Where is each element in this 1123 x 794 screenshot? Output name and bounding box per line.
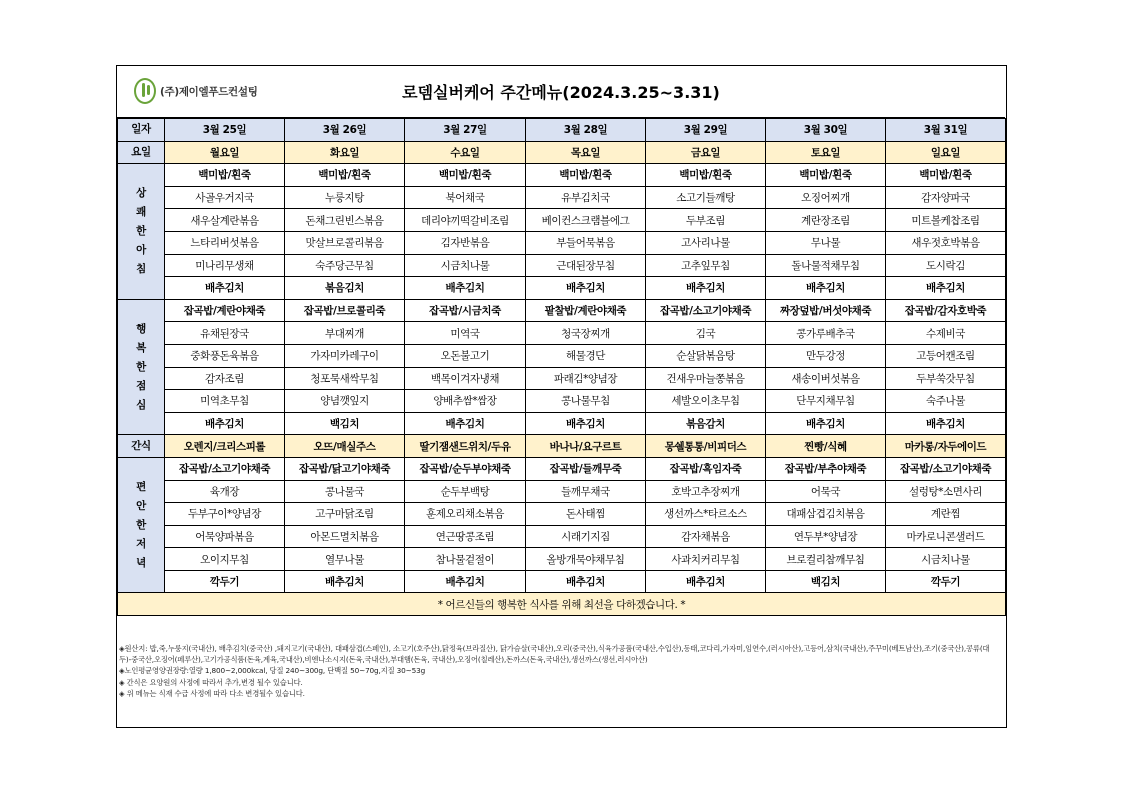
note-change: ◈ 위 메뉴는 식재 수급 사정에 따라 다소 변경될수 있습니다. (119, 688, 305, 698)
breakfast-row (118, 231, 1006, 254)
breakfast-item: 배추김치 (886, 277, 1006, 300)
menu-sheet (116, 65, 1007, 728)
weekday-row-cell: 월요일 (165, 141, 285, 164)
lunch-item: 배추김치 (886, 412, 1006, 435)
breakfast-item: 배추김치 (405, 277, 526, 300)
header (117, 66, 1005, 118)
dinner-row (118, 503, 1006, 526)
dinner-item: 잡곡밥/소고기야채죽 (886, 457, 1006, 480)
lunch-item: 양배추쌈*쌈장 (405, 390, 526, 413)
lunch-item: 두부쑥갓무침 (886, 367, 1006, 390)
dinner-item: 훈제오리채소볶음 (405, 503, 526, 526)
breakfast-item: 돌나물적채무침 (766, 254, 886, 277)
lunch-label: 행 복 한 점 심 (118, 299, 165, 435)
dinner-item: 순두부백탕 (405, 480, 526, 503)
dinner-item: 어묵양파볶음 (165, 525, 285, 548)
dinner-item: 연근땅콩조림 (405, 525, 526, 548)
breakfast-item: 새우살계란볶음 (165, 209, 285, 232)
breakfast-item: 볶음김치 (285, 277, 405, 300)
note-nutrition: ◈노인평균영양권장량:열량 1,800~2,000kcal, 당질 240~300g, 단백질 50~70g,지질 30~53g (119, 666, 426, 676)
dinner-item: 시래기지짐 (526, 525, 646, 548)
lunch-row (118, 390, 1006, 413)
lunch-item: 양념깻잎지 (285, 390, 405, 413)
date-row-cell: 3월 30일 (766, 119, 886, 142)
breakfast-item: 배추김치 (646, 277, 766, 300)
breakfast-item: 데리야끼떡갈비조림 (405, 209, 526, 232)
lunch-item: 잡곡밥/감자호박죽 (886, 299, 1006, 322)
dinner-item: 브로컬리참깨무침 (766, 548, 886, 571)
dinner-item: 대패삼겹김치볶음 (766, 503, 886, 526)
dinner-item: 감자채볶음 (646, 525, 766, 548)
dinner-item: 잡곡밥/순두부야채죽 (405, 457, 526, 480)
lunch-item: 청국장찌개 (526, 322, 646, 345)
weekday-row-cell: 목요일 (526, 141, 646, 164)
lunch-item: 미역국 (405, 322, 526, 345)
lunch-item: 잡곡밥/계란야채죽 (165, 299, 285, 322)
footer-row (118, 593, 1006, 616)
lunch-item: 건새우마늘쫑볶음 (646, 367, 766, 390)
lunch-item: 유채된장국 (165, 322, 285, 345)
breakfast-item: 숙주당근무침 (285, 254, 405, 277)
breakfast-item: 새우젓호박볶음 (886, 231, 1006, 254)
breakfast-row (118, 209, 1006, 232)
lunch-item: 김국 (646, 322, 766, 345)
dinner-item: 참나물겉절이 (405, 548, 526, 571)
breakfast-row (118, 164, 1006, 187)
note-snack: ◈ 간식은 요양원의 사정에 따라서 추가,변경 될수 있습니다. (119, 677, 303, 687)
dinner-item: 생선까스*타르소스 (646, 503, 766, 526)
lunch-item: 잡곡밥/소고기야채죽 (646, 299, 766, 322)
lunch-item: 해물경단 (526, 344, 646, 367)
dinner-item: 시금치나물 (886, 548, 1006, 571)
dinner-item: 깍두기 (886, 570, 1006, 593)
lunch-row (118, 299, 1006, 322)
dinner-item: 잡곡밥/닭고기야채죽 (285, 457, 405, 480)
note-origin: ◈원산지: 밥,죽,누룽지(국내산), 배추김치(중국산) ,돼지고기(국내산), 대패삼겹(스페인), 소고기(호주산),닭정육(브라질산), 닭가슴살(국내산),오리(중국산),식육가공품(국내산,수입산),동태,코다리,가자미,임연수,(러시아산),고등어,삼치(국내산),주꾸미(베트남산),조기(중국산),콩류(대두)-중국산,오징어(페루산),고기가공식품(돈육,계육,국내산),비엔나소시지(돈육,국내산),부대햄(돈육, 국내산),오징어(칠레산),돈까스(돈육,국내산),생선까스(생선,러시아산) (119, 644, 990, 665)
lunch-row (118, 344, 1006, 367)
dinner-row (118, 457, 1006, 480)
dinner-item: 배추김치 (526, 570, 646, 593)
lunch-item: 콩나물무침 (526, 390, 646, 413)
breakfast-item: 고추잎무침 (646, 254, 766, 277)
breakfast-row (118, 186, 1006, 209)
lunch-row (118, 367, 1006, 390)
lunch-item: 배추김치 (766, 412, 886, 435)
breakfast-item: 계란장조림 (766, 209, 886, 232)
lunch-item: 볶음감치 (646, 412, 766, 435)
breakfast-item: 김자반볶음 (405, 231, 526, 254)
dinner-item: 올방개묵야채무침 (526, 548, 646, 571)
dinner-item: 배추김치 (646, 570, 766, 593)
breakfast-item: 맛살브로콜리볶음 (285, 231, 405, 254)
snack-row-cell: 바나나/요구르트 (526, 435, 646, 458)
breakfast-item: 느타리버섯볶음 (165, 231, 285, 254)
lunch-item: 부대찌개 (285, 322, 405, 345)
breakfast-item: 유부김치국 (526, 186, 646, 209)
breakfast-item: 미트볼케찹조림 (886, 209, 1006, 232)
breakfast-item: 백미밥/흰죽 (526, 164, 646, 187)
breakfast-item: 누룽지탕 (285, 186, 405, 209)
dinner-item: 돈사태찜 (526, 503, 646, 526)
dinner-item: 열무나물 (285, 548, 405, 571)
breakfast-item: 감자양파국 (886, 186, 1006, 209)
lunch-item: 백김치 (285, 412, 405, 435)
dinner-row (118, 548, 1006, 571)
breakfast-row (118, 277, 1006, 300)
breakfast-item: 소고기들깨탕 (646, 186, 766, 209)
lunch-item: 고등어캔조림 (886, 344, 1006, 367)
lunch-item: 콩가루배추국 (766, 322, 886, 345)
snack-row-cell: 마카롱/자두에이드 (886, 435, 1006, 458)
date-row-label: 일자 (118, 119, 165, 142)
lunch-item: 잡곡밥/브로콜리죽 (285, 299, 405, 322)
lunch-item: 순살닭볶음탕 (646, 344, 766, 367)
lunch-item: 수제비국 (886, 322, 1006, 345)
lunch-item: 세발오이초무침 (646, 390, 766, 413)
dinner-item: 배추김치 (285, 570, 405, 593)
lunch-item: 만두강정 (766, 344, 886, 367)
date-row-cell: 3월 27일 (405, 119, 526, 142)
breakfast-item: 백미밥/흰죽 (405, 164, 526, 187)
dinner-item: 잡곡밥/소고기야채죽 (165, 457, 285, 480)
dinner-item: 사과치커리무침 (646, 548, 766, 571)
lunch-item: 배추김치 (405, 412, 526, 435)
notes (117, 635, 1005, 699)
dinner-item: 잡곡밥/들깨무죽 (526, 457, 646, 480)
dinner-row (118, 525, 1006, 548)
breakfast-item: 사골우거지국 (165, 186, 285, 209)
breakfast-item: 돈채그린빈스볶음 (285, 209, 405, 232)
breakfast-item: 백미밥/흰죽 (285, 164, 405, 187)
weekday-row (118, 141, 1006, 164)
breakfast-item: 무나물 (766, 231, 886, 254)
snack-row (118, 435, 1006, 458)
breakfast-row (118, 254, 1006, 277)
lunch-item: 청포묵새싹무침 (285, 367, 405, 390)
lunch-item: 새송이버섯볶음 (766, 367, 886, 390)
footer-message: * 어르신들의 행복한 식사를 위해 최선을 다하겠습니다. * (118, 593, 1006, 616)
lunch-row (118, 322, 1006, 345)
breakfast-label: 상 쾌 한 아 침 (118, 164, 165, 300)
dinner-item: 육개장 (165, 480, 285, 503)
dinner-item: 호박고추장찌개 (646, 480, 766, 503)
date-row-cell: 3월 31일 (886, 119, 1006, 142)
lunch-item: 오돈불고기 (405, 344, 526, 367)
breakfast-item: 부들어묵볶음 (526, 231, 646, 254)
weekday-row-cell: 금요일 (646, 141, 766, 164)
breakfast-item: 고사리나물 (646, 231, 766, 254)
lunch-row (118, 412, 1006, 435)
weekday-row-label: 요일 (118, 141, 165, 164)
lunch-item: 감자조림 (165, 367, 285, 390)
dinner-item: 어묵국 (766, 480, 886, 503)
snack-row-cell: 찐빵/식혜 (766, 435, 886, 458)
weekly-menu-table (117, 118, 1006, 616)
breakfast-item: 도시락김 (886, 254, 1006, 277)
dinner-item: 배추김치 (405, 570, 526, 593)
dinner-item: 오이지무침 (165, 548, 285, 571)
breakfast-item: 배추김치 (165, 277, 285, 300)
snack-row-label: 간식 (118, 435, 165, 458)
breakfast-item: 백미밥/흰죽 (886, 164, 1006, 187)
weekday-row-cell: 수요일 (405, 141, 526, 164)
lunch-item: 가자미카레구이 (285, 344, 405, 367)
dinner-item: 아몬드멸치볶음 (285, 525, 405, 548)
breakfast-item: 미나리무생채 (165, 254, 285, 277)
lunch-item: 미역초무침 (165, 390, 285, 413)
lunch-item: 백목이겨자냉채 (405, 367, 526, 390)
dinner-item: 잡곡밥/부추야채죽 (766, 457, 886, 480)
weekday-row-cell: 화요일 (285, 141, 405, 164)
date-row-cell: 3월 25일 (165, 119, 285, 142)
weekday-row-cell: 일요일 (886, 141, 1006, 164)
dinner-row (118, 570, 1006, 593)
logo-text: (주)제이엘푸드컨설팅 (160, 85, 258, 98)
dinner-item: 마카로니콘샐러드 (886, 525, 1006, 548)
dinner-item: 두부구이*양념장 (165, 503, 285, 526)
breakfast-item: 근대된장무침 (526, 254, 646, 277)
dinner-row (118, 480, 1006, 503)
dinner-item: 백김치 (766, 570, 886, 593)
breakfast-item: 두부조림 (646, 209, 766, 232)
breakfast-item: 백미밥/흰죽 (766, 164, 886, 187)
dinner-item: 고구마닭조림 (285, 503, 405, 526)
lunch-item: 팥찰밥/계란야채죽 (526, 299, 646, 322)
dinner-item: 들깨무채국 (526, 480, 646, 503)
breakfast-item: 베이컨스크램블에그 (526, 209, 646, 232)
dinner-label: 편 안 한 저 녁 (118, 457, 165, 593)
lunch-item: 짜장덮밥/버섯야채죽 (766, 299, 886, 322)
breakfast-item: 배추김치 (526, 277, 646, 300)
lunch-item: 배추김치 (165, 412, 285, 435)
snack-row-cell: 딸기잼샌드위치/두유 (405, 435, 526, 458)
snack-row-cell: 오뜨/매실주스 (285, 435, 405, 458)
date-row-cell: 3월 26일 (285, 119, 405, 142)
dinner-item: 깍두기 (165, 570, 285, 593)
snack-row-cell: 몽쉘통통/비피더스 (646, 435, 766, 458)
dinner-item: 설렁탕*소면사리 (886, 480, 1006, 503)
breakfast-item: 백미밥/흰죽 (646, 164, 766, 187)
lunch-item: 중화풍돈육볶음 (165, 344, 285, 367)
breakfast-item: 북어채국 (405, 186, 526, 209)
date-row-cell: 3월 29일 (646, 119, 766, 142)
lunch-item: 잡곡밥/시금치죽 (405, 299, 526, 322)
dinner-item: 잡곡밥/흑임자죽 (646, 457, 766, 480)
date-row (118, 119, 1006, 142)
breakfast-item: 시금치나물 (405, 254, 526, 277)
lunch-item: 파래김*양념장 (526, 367, 646, 390)
breakfast-item: 배추김치 (766, 277, 886, 300)
lunch-item: 단무지채무침 (766, 390, 886, 413)
snack-row-cell: 오렌지/크리스피롤 (165, 435, 285, 458)
page-title: 로뎀실버케어 주간메뉴(2024.3.25~3.31) (402, 83, 720, 102)
dinner-item: 콩나물국 (285, 480, 405, 503)
breakfast-item: 오징어찌개 (766, 186, 886, 209)
dinner-item: 연두부*양념장 (766, 525, 886, 548)
date-row-cell: 3월 28일 (526, 119, 646, 142)
dinner-item: 계란찜 (886, 503, 1006, 526)
weekday-row-cell: 토요일 (766, 141, 886, 164)
lunch-item: 배추김치 (526, 412, 646, 435)
breakfast-item: 백미밥/흰죽 (165, 164, 285, 187)
lunch-item: 숙주나물 (886, 390, 1006, 413)
